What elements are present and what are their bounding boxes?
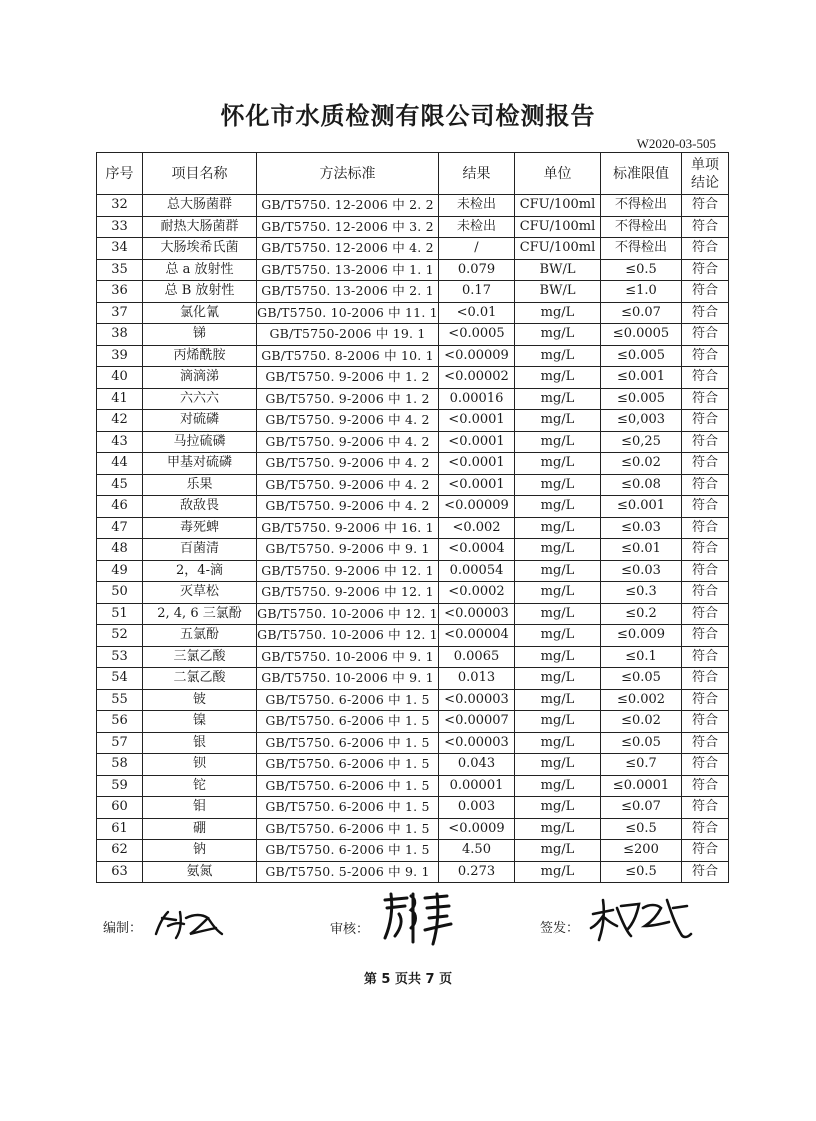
limit-cell: ≤0.02 [601, 453, 682, 475]
method-cell: GB/T5750. 9-2006 中 4. 2 [257, 410, 439, 432]
limit-cell: ≤0.002 [601, 689, 682, 711]
table-row [97, 302, 729, 324]
limit-cell: ≤0.001 [601, 367, 682, 389]
unit-cell: mg/L [515, 711, 601, 733]
method-cell: GB/T5750. 13-2006 中 1. 1 [257, 259, 439, 281]
result-cell: <0.00003 [439, 603, 515, 625]
method-cell: GB/T5750. 9-2006 中 4. 2 [257, 453, 439, 475]
seq-cell: 60 [97, 797, 143, 819]
item-name-cell: 2, 4, 6 三氯酚 [143, 603, 257, 625]
result-cell: <0.0001 [439, 474, 515, 496]
result-cell: 0.013 [439, 668, 515, 690]
limit-cell: ≤200 [601, 840, 682, 862]
unit-cell: mg/L [515, 388, 601, 410]
limit-cell: ≤0.02 [601, 711, 682, 733]
result-cell: 0.273 [439, 861, 515, 883]
result-cell: 0.00054 [439, 560, 515, 582]
result-cell: <0.00002 [439, 367, 515, 389]
verdict-cell: 符合 [682, 603, 729, 625]
result-cell: <0.00007 [439, 711, 515, 733]
table-row [97, 496, 729, 518]
seq-cell: 44 [97, 453, 143, 475]
method-cell: GB/T5750. 9-2006 中 4. 2 [257, 474, 439, 496]
item-name-cell: 氯化氰 [143, 302, 257, 324]
report-number: W2020-03-505 [636, 136, 716, 151]
table-row [97, 281, 729, 303]
result-cell: 0.003 [439, 797, 515, 819]
seq-cell: 39 [97, 345, 143, 367]
limit-cell: ≤0.7 [601, 754, 682, 776]
seq-cell: 54 [97, 668, 143, 690]
method-cell: GB/T5750. 9-2006 中 12. 1 [257, 560, 439, 582]
item-name-cell: 镍 [143, 711, 257, 733]
item-name-cell: 钡 [143, 754, 257, 776]
reviewed-signature [377, 904, 455, 950]
header-item-name: 项目名称 [143, 153, 257, 195]
limit-cell: ≤0.07 [601, 302, 682, 324]
seq-cell: 33 [97, 216, 143, 238]
table-row [97, 216, 729, 238]
verdict-cell: 符合 [682, 453, 729, 475]
table-row [97, 410, 729, 432]
verdict-cell: 符合 [682, 539, 729, 561]
result-cell: <0.00004 [439, 625, 515, 647]
unit-cell: mg/L [515, 732, 601, 754]
result-cell: <0.0001 [439, 453, 515, 475]
unit-cell: mg/L [515, 840, 601, 862]
verdict-cell: 符合 [682, 625, 729, 647]
seq-cell: 35 [97, 259, 143, 281]
method-cell: GB/T5750. 6-2006 中 1. 5 [257, 775, 439, 797]
verdict-cell: 符合 [682, 496, 729, 518]
verdict-cell: 符合 [682, 711, 729, 733]
unit-cell: CFU/100ml [515, 238, 601, 260]
verdict-cell: 符合 [682, 668, 729, 690]
result-cell: 0.17 [439, 281, 515, 303]
result-cell: <0.00009 [439, 345, 515, 367]
result-cell: 0.079 [439, 259, 515, 281]
limit-cell: ≤0.03 [601, 517, 682, 539]
seq-cell: 45 [97, 474, 143, 496]
page-footer: 第 5 页共 7 页 [363, 972, 453, 987]
verdict-cell: 符合 [682, 474, 729, 496]
verdict-cell: 符合 [682, 689, 729, 711]
item-name-cell: 大肠埃希氏菌 [143, 238, 257, 260]
method-cell: GB/T5750. 10-2006 中 11. 1 [257, 302, 439, 324]
unit-cell: mg/L [515, 861, 601, 883]
item-name-cell: 敌敌畏 [143, 496, 257, 518]
unit-cell: mg/L [515, 603, 601, 625]
method-cell: GB/T5750. 12-2006 中 2. 2 [257, 195, 439, 217]
limit-cell: ≤0.0001 [601, 775, 682, 797]
limit-cell: ≤0.001 [601, 496, 682, 518]
reviewed-signature-icon [377, 890, 455, 946]
item-name-cell: 铍 [143, 689, 257, 711]
result-cell: <0.00003 [439, 689, 515, 711]
unit-cell: mg/L [515, 410, 601, 432]
limit-cell: ≤0.1 [601, 646, 682, 668]
verdict-cell: 符合 [682, 324, 729, 346]
item-name-cell: 银 [143, 732, 257, 754]
limit-cell: ≤0.03 [601, 560, 682, 582]
issued-signature-icon [587, 894, 697, 944]
unit-cell: mg/L [515, 345, 601, 367]
unit-cell: mg/L [515, 302, 601, 324]
unit-cell: mg/L [515, 496, 601, 518]
verdict-cell: 符合 [682, 861, 729, 883]
table-row [97, 732, 729, 754]
method-cell: GB/T5750. 6-2006 中 1. 5 [257, 732, 439, 754]
seq-cell: 61 [97, 818, 143, 840]
result-cell: / [439, 238, 515, 260]
method-cell: GB/T5750. 5-2006 中 9. 1 [257, 861, 439, 883]
signature-block [0, 890, 816, 960]
verdict-cell: 符合 [682, 560, 729, 582]
unit-cell: BW/L [515, 259, 601, 281]
seq-cell: 41 [97, 388, 143, 410]
limit-cell: ≤0.005 [601, 345, 682, 367]
table-row [97, 517, 729, 539]
method-cell: GB/T5750. 9-2006 中 9. 1 [257, 539, 439, 561]
reviewed-by [330, 904, 455, 950]
result-cell: 未检出 [439, 195, 515, 217]
table-row [97, 797, 729, 819]
compiled-label: 编制： [103, 920, 143, 936]
method-cell: GB/T5750. 6-2006 中 1. 5 [257, 711, 439, 733]
result-cell: 0.00016 [439, 388, 515, 410]
method-cell: GB/T5750. 6-2006 中 1. 5 [257, 818, 439, 840]
result-cell: 0.0065 [439, 646, 515, 668]
method-cell: GB/T5750. 9-2006 中 16. 1 [257, 517, 439, 539]
table-row [97, 474, 729, 496]
unit-cell: mg/L [515, 754, 601, 776]
compiled-signature-icon [150, 904, 230, 944]
limit-cell: 不得检出 [601, 195, 682, 217]
seq-cell: 32 [97, 195, 143, 217]
method-cell: GB/T5750. 12-2006 中 4. 2 [257, 238, 439, 260]
method-cell: GB/T5750. 9-2006 中 1. 2 [257, 388, 439, 410]
unit-cell: mg/L [515, 582, 601, 604]
method-cell: GB/T5750. 10-2006 中 12. 1 [257, 603, 439, 625]
unit-cell: mg/L [515, 775, 601, 797]
method-cell: GB/T5750. 9-2006 中 1. 2 [257, 367, 439, 389]
table-row [97, 195, 729, 217]
limit-cell: ≤0,25 [601, 431, 682, 453]
item-name-cell: 滴滴涕 [143, 367, 257, 389]
table-row [97, 238, 729, 260]
item-name-cell: 三氯乙酸 [143, 646, 257, 668]
table-row [97, 625, 729, 647]
limit-cell: ≤0.5 [601, 861, 682, 883]
unit-cell: mg/L [515, 474, 601, 496]
item-name-cell: 百菌清 [143, 539, 257, 561]
table-row [97, 388, 729, 410]
limit-cell: ≤0,003 [601, 410, 682, 432]
header-seq: 序号 [97, 153, 143, 195]
item-name-cell: 锑 [143, 324, 257, 346]
unit-cell: mg/L [515, 668, 601, 690]
method-cell: GB/T5750-2006 中 19. 1 [257, 324, 439, 346]
table-row [97, 754, 729, 776]
limit-cell: ≤0.01 [601, 539, 682, 561]
item-name-cell: 总 a 放射性 [143, 259, 257, 281]
item-name-cell: 六六六 [143, 388, 257, 410]
limit-cell: ≤1.0 [601, 281, 682, 303]
result-cell: 0.043 [439, 754, 515, 776]
item-name-cell: 铊 [143, 775, 257, 797]
seq-cell: 42 [97, 410, 143, 432]
item-name-cell: 灭草松 [143, 582, 257, 604]
verdict-cell: 符合 [682, 517, 729, 539]
unit-cell: mg/L [515, 797, 601, 819]
seq-cell: 50 [97, 582, 143, 604]
reviewed-label: 审核： [330, 921, 370, 937]
table-row [97, 861, 729, 883]
table-row [97, 711, 729, 733]
verdict-cell: 符合 [682, 238, 729, 260]
method-cell: GB/T5750. 8-2006 中 10. 1 [257, 345, 439, 367]
seq-cell: 37 [97, 302, 143, 324]
verdict-cell: 符合 [682, 367, 729, 389]
unit-cell: mg/L [515, 818, 601, 840]
verdict-cell: 符合 [682, 281, 729, 303]
verdict-cell: 符合 [682, 732, 729, 754]
table-row [97, 560, 729, 582]
seq-cell: 38 [97, 324, 143, 346]
unit-cell: mg/L [515, 517, 601, 539]
item-name-cell: 钼 [143, 797, 257, 819]
seq-cell: 34 [97, 238, 143, 260]
item-name-cell: 二氯乙酸 [143, 668, 257, 690]
method-cell: GB/T5750. 10-2006 中 9. 1 [257, 668, 439, 690]
seq-cell: 48 [97, 539, 143, 561]
limit-cell: ≤0.05 [601, 732, 682, 754]
limit-cell: ≤0.05 [601, 668, 682, 690]
result-cell: 4.50 [439, 840, 515, 862]
method-cell: GB/T5750. 12-2006 中 3. 2 [257, 216, 439, 238]
verdict-cell: 符合 [682, 840, 729, 862]
result-cell: <0.00009 [439, 496, 515, 518]
unit-cell: mg/L [515, 367, 601, 389]
verdict-cell: 符合 [682, 818, 729, 840]
unit-cell: CFU/100ml [515, 216, 601, 238]
unit-cell: BW/L [515, 281, 601, 303]
seq-cell: 62 [97, 840, 143, 862]
table-row [97, 345, 729, 367]
item-name-cell: 毒死蜱 [143, 517, 257, 539]
result-cell: <0.002 [439, 517, 515, 539]
item-name-cell: 乐果 [143, 474, 257, 496]
header-verdict [682, 153, 729, 195]
item-name-cell: 总大肠菌群 [143, 195, 257, 217]
table-row [97, 453, 729, 475]
method-cell: GB/T5750. 6-2006 中 1. 5 [257, 840, 439, 862]
table-row [97, 646, 729, 668]
unit-cell: mg/L [515, 453, 601, 475]
result-cell: 未检出 [439, 216, 515, 238]
results-table [96, 152, 729, 883]
method-cell: GB/T5750. 6-2006 中 1. 5 [257, 797, 439, 819]
verdict-cell: 符合 [682, 431, 729, 453]
seq-cell: 63 [97, 861, 143, 883]
issued-by [540, 904, 697, 948]
result-cell: <0.0001 [439, 431, 515, 453]
header-verdict-label: 单项结论 [691, 156, 719, 191]
verdict-cell: 符合 [682, 388, 729, 410]
table-row [97, 582, 729, 604]
limit-cell: ≤0.07 [601, 797, 682, 819]
unit-cell: mg/L [515, 689, 601, 711]
result-cell: <0.0009 [439, 818, 515, 840]
header-result: 结果 [439, 153, 515, 195]
limit-cell: ≤0.009 [601, 625, 682, 647]
seq-cell: 57 [97, 732, 143, 754]
seq-cell: 49 [97, 560, 143, 582]
limit-cell: 不得检出 [601, 238, 682, 260]
seq-cell: 47 [97, 517, 143, 539]
unit-cell: mg/L [515, 625, 601, 647]
limit-cell: ≤0.08 [601, 474, 682, 496]
seq-cell: 43 [97, 431, 143, 453]
unit-cell: mg/L [515, 646, 601, 668]
verdict-cell: 符合 [682, 797, 729, 819]
item-name-cell: 总 B 放射性 [143, 281, 257, 303]
table-row [97, 668, 729, 690]
limit-cell: 不得检出 [601, 216, 682, 238]
limit-cell: ≤0.5 [601, 818, 682, 840]
method-cell: GB/T5750. 9-2006 中 4. 2 [257, 431, 439, 453]
table-row [97, 818, 729, 840]
result-cell: <0.0001 [439, 410, 515, 432]
item-name-cell: 硼 [143, 818, 257, 840]
limit-cell: ≤0.0005 [601, 324, 682, 346]
compiled-by [103, 904, 230, 948]
verdict-cell: 符合 [682, 775, 729, 797]
seq-cell: 58 [97, 754, 143, 776]
item-name-cell: 钠 [143, 840, 257, 862]
seq-cell: 51 [97, 603, 143, 625]
method-cell: GB/T5750. 6-2006 中 1. 5 [257, 689, 439, 711]
item-name-cell: 马拉硫磷 [143, 431, 257, 453]
result-cell: 0.00001 [439, 775, 515, 797]
table-row [97, 689, 729, 711]
unit-cell: mg/L [515, 539, 601, 561]
compiled-signature [150, 904, 230, 948]
table-row [97, 431, 729, 453]
method-cell: GB/T5750. 10-2006 中 9. 1 [257, 646, 439, 668]
header-limit: 标准限值 [601, 153, 682, 195]
verdict-cell: 符合 [682, 754, 729, 776]
table-row [97, 324, 729, 346]
seq-cell: 46 [97, 496, 143, 518]
verdict-cell: 符合 [682, 259, 729, 281]
table-row [97, 840, 729, 862]
result-cell: <0.0002 [439, 582, 515, 604]
table-row [97, 367, 729, 389]
method-cell: GB/T5750. 9-2006 中 4. 2 [257, 496, 439, 518]
unit-cell: mg/L [515, 431, 601, 453]
issued-signature [587, 904, 697, 948]
method-cell: GB/T5750. 6-2006 中 1. 5 [257, 754, 439, 776]
seq-cell: 40 [97, 367, 143, 389]
verdict-cell: 符合 [682, 345, 729, 367]
verdict-cell: 符合 [682, 646, 729, 668]
verdict-cell: 符合 [682, 410, 729, 432]
results-body [97, 195, 729, 883]
item-name-cell: 氨氮 [143, 861, 257, 883]
table-row [97, 603, 729, 625]
item-name-cell: 丙烯酰胺 [143, 345, 257, 367]
table-row [97, 539, 729, 561]
seq-cell: 52 [97, 625, 143, 647]
result-cell: <0.0004 [439, 539, 515, 561]
item-name-cell: 耐热大肠菌群 [143, 216, 257, 238]
method-cell: GB/T5750. 9-2006 中 12. 1 [257, 582, 439, 604]
limit-cell: ≤0.005 [601, 388, 682, 410]
result-cell: <0.01 [439, 302, 515, 324]
result-cell: <0.0005 [439, 324, 515, 346]
issued-label: 签发： [540, 920, 580, 936]
limit-cell: ≤0.2 [601, 603, 682, 625]
seq-cell: 55 [97, 689, 143, 711]
unit-cell: CFU/100ml [515, 195, 601, 217]
limit-cell: ≤0.5 [601, 259, 682, 281]
header-unit: 单位 [515, 153, 601, 195]
verdict-cell: 符合 [682, 302, 729, 324]
header-method: 方法标准 [257, 153, 439, 195]
verdict-cell: 符合 [682, 195, 729, 217]
seq-cell: 36 [97, 281, 143, 303]
unit-cell: mg/L [515, 324, 601, 346]
table-row [97, 259, 729, 281]
verdict-cell: 符合 [682, 582, 729, 604]
verdict-cell: 符合 [682, 216, 729, 238]
seq-cell: 56 [97, 711, 143, 733]
item-name-cell: 对硫磷 [143, 410, 257, 432]
limit-cell: ≤0.3 [601, 582, 682, 604]
method-cell: GB/T5750. 13-2006 中 2. 1 [257, 281, 439, 303]
unit-cell: mg/L [515, 560, 601, 582]
item-name-cell: 五氯酚 [143, 625, 257, 647]
result-cell: <0.00003 [439, 732, 515, 754]
method-cell: GB/T5750. 10-2006 中 12. 1 [257, 625, 439, 647]
seq-cell: 59 [97, 775, 143, 797]
item-name-cell: 甲基对硫磷 [143, 453, 257, 475]
table-header-row [97, 153, 729, 195]
seq-cell: 53 [97, 646, 143, 668]
item-name-cell: 2，4-滴 [143, 560, 257, 582]
report-title: 怀化市水质检测有限公司检测报告 [220, 101, 596, 130]
table-row [97, 775, 729, 797]
